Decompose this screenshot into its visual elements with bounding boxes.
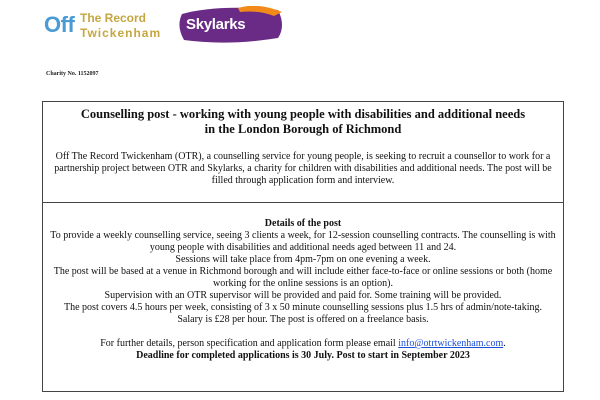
otr-logo-off: Off [44, 12, 75, 37]
details-paragraph-1: To provide a weekly counselling service, seeing 3 clients a week, for 12-session counselling contracts. The counselling is with young people with disabilities and additional needs aged between 11 and 24. [50, 230, 556, 253]
skylarks-logo-text: Skylarks [186, 16, 246, 33]
details-paragraph-6: Salary is £28 per hour. The post is offered on a freelance basis. [177, 314, 429, 325]
header-logos [44, 4, 304, 44]
otr-logo [44, 10, 176, 44]
advert-intro: Off The Record Twickenham (OTR), a counselling service for young people, is seeking to recruit a counsellor to work for a partnership project between OTR and Skylarks, a charity for children with disabilities and additional needs. The post will be filled through application form and interview. [54, 151, 552, 186]
advert-title-line2: in the London Borough of Richmond [204, 122, 402, 136]
contact-line [43, 338, 563, 350]
contact-text: For further details, person specification and application form please email [100, 338, 399, 349]
details-paragraph-5: The post covers 4.5 hours per week, consisting of 3 x 50 minute counselling sessions plus 1.5 hrs of admin/note-taking. [64, 302, 542, 313]
job-advert-box [42, 101, 564, 392]
details-paragraph-3: The post will be based at a venue in Richmond borough and will include either face-to-face or online sessions or both (home working for the online sessions is an option). [53, 266, 553, 289]
otr-logo-the-record: The Record [80, 11, 147, 25]
details-paragraph-4: Supervision with an OTR supervisor will be provided and paid for. Some training will be provided. [104, 290, 502, 301]
advert-title-line1: Counselling post - working with young people with disabilities and additional needs [80, 107, 526, 121]
charity-number: Charity No. 1152097 [46, 71, 99, 77]
contact-email-link[interactable]: info@otrtwickenham.com [398, 338, 504, 349]
contact-end: . [503, 338, 506, 349]
details-section [43, 203, 563, 393]
advert-header-section [43, 102, 563, 203]
details-paragraph-2: Sessions will take place from 4pm-7pm on one evening a week. [175, 254, 431, 265]
details-heading: Details of the post [264, 218, 342, 229]
otr-logo-twickenham: Twickenham [80, 26, 162, 40]
deadline-text: Deadline for completed applications is 30 July. Post to start in September 2023 [136, 350, 470, 361]
advert-title [43, 107, 563, 137]
